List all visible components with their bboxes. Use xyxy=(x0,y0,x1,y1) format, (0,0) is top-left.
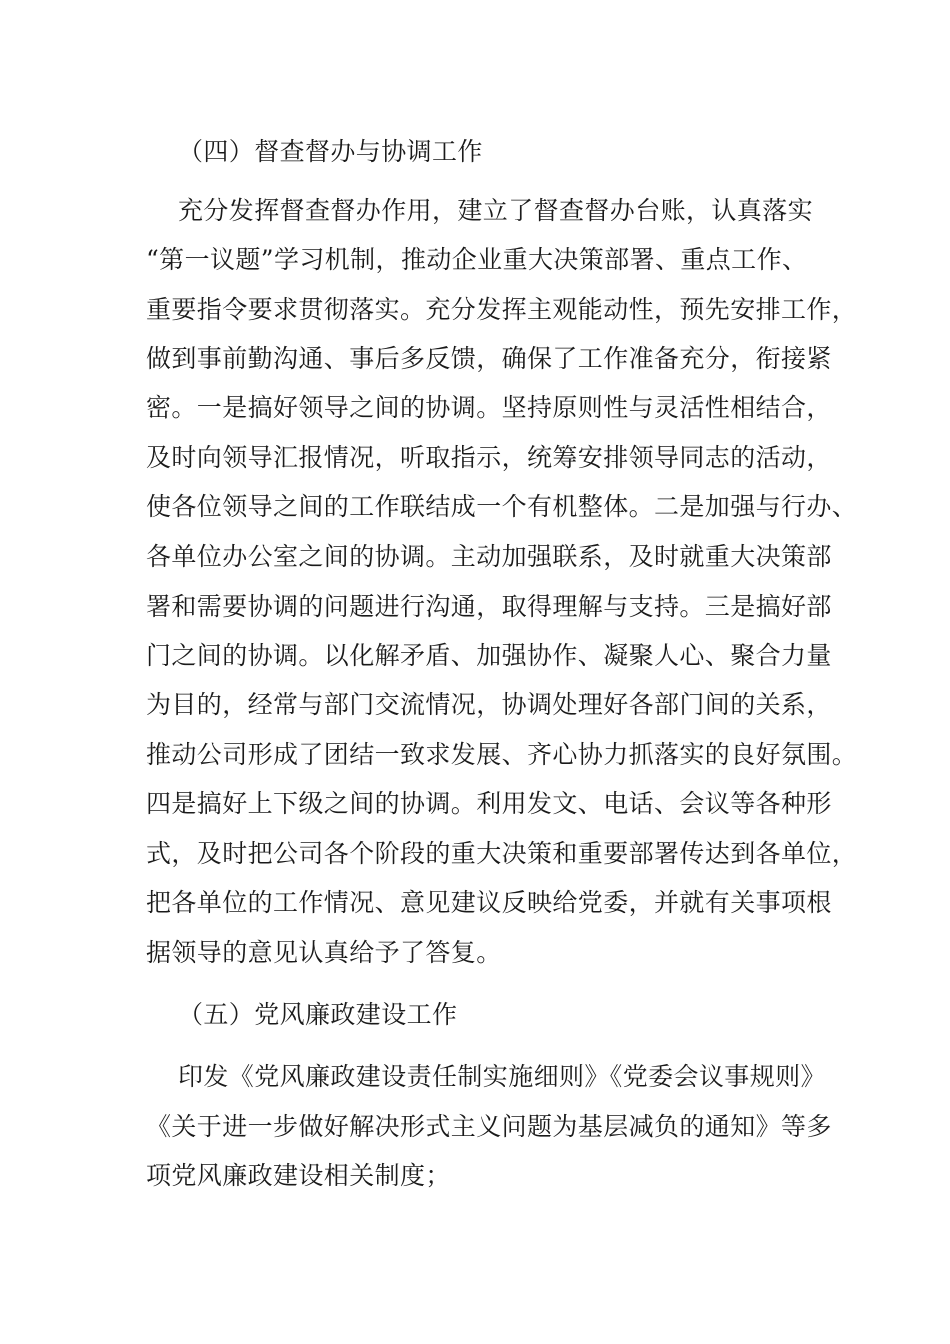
paragraph-line: 为目的，经常与部门交流情况，协调处理好各部门间的关系， xyxy=(146,690,832,719)
paragraph-line: 《关于进一步做好解决形式主义问题为基层减负的通知》等多 xyxy=(146,1112,832,1141)
section-4-heading: （四）督查督办与协调工作 xyxy=(178,137,483,166)
paragraph-line: 署和需要协调的问题进行沟通，取得理解与支持。三是搞好部 xyxy=(146,592,832,621)
paragraph-line: 式，及时把公司各个阶段的重大决策和重要部署传达到各单位， xyxy=(146,839,858,868)
paragraph-line: 及时向领导汇报情况，听取指示，统筹安排领导同志的活动， xyxy=(146,443,832,472)
paragraph-line: 做到事前勤沟通、事后多反馈，确保了工作准备充分，衔接紧 xyxy=(146,344,832,373)
paragraph-line: 重要指令要求贯彻落实。充分发挥主观能动性，预先安排工作， xyxy=(146,295,858,324)
paragraph-line: 四是搞好上下级之间的协调。利用发文、电话、会议等各种形 xyxy=(146,789,832,818)
paragraph-line: 使各位领导之间的工作联结成一个有机整体。二是加强与行办、 xyxy=(146,492,858,521)
paragraph-line: 门之间的协调。以化解矛盾、加强协作、凝聚人心、聚合力量 xyxy=(146,641,832,670)
paragraph-line: 据领导的意见认真给予了答复。 xyxy=(146,938,502,967)
section-5-heading: （五）党风廉政建设工作 xyxy=(178,1000,458,1029)
paragraph-line: 印发《党风廉政建设责任制实施细则》《党委会议事规则》 xyxy=(178,1062,826,1091)
paragraph-line: 项党风廉政建设相关制度； xyxy=(146,1161,451,1190)
paragraph-line: 密。一是搞好领导之间的协调。坚持原则性与灵活性相结合， xyxy=(146,393,832,422)
paragraph-line: 各单位办公室之间的协调。主动加强联系，及时就重大决策部 xyxy=(146,542,832,571)
paragraph-line: “第一议题”学习机制，推动企业重大决策部署、重点工作、 xyxy=(146,245,808,274)
paragraph-line: 把各单位的工作情况、意见建议反映给党委，并就有关事项根 xyxy=(146,888,832,917)
paragraph-line: 推动公司形成了团结一致求发展、齐心协力抓落实的良好氛围。 xyxy=(146,740,858,769)
paragraph-line: 充分发挥督查督办作用，建立了督查督办台账，认真落实 xyxy=(178,196,814,225)
